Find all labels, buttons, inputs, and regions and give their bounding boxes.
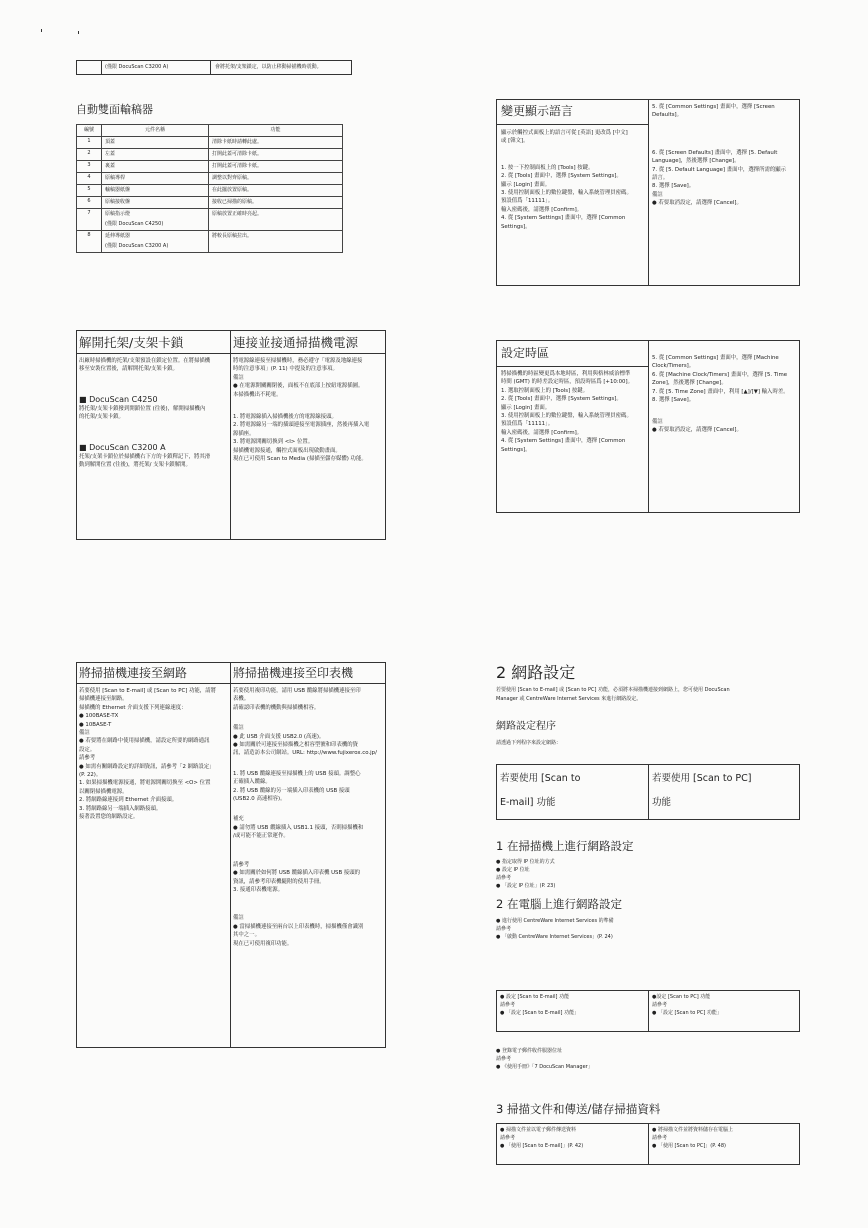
text-line: 顯示於觸控式面板上的語言可從 [英語] 更改爲 [中文] — [501, 130, 628, 136]
time-zone-steps — [501, 370, 647, 454]
text-line: 請參考 — [500, 1002, 516, 1008]
step1-body — [496, 858, 555, 890]
table-row — [77, 231, 343, 253]
continued-table-row — [76, 60, 352, 75]
choice-pc-line: 若要使用 [Scan to PC] — [652, 773, 752, 784]
text-line — [79, 422, 229, 442]
text-line: ● 若要將在網路中使用掃描機，請設定所要的網路通訊 — [79, 738, 210, 745]
scan-mark — [78, 31, 79, 34]
continued-row-right: 會將托架/支架鎖定，以防止移動掃描機時震動。 — [215, 64, 322, 70]
text-line: 8. 選擇 [Save]。 — [652, 397, 695, 404]
text-line: 輸入密碼後，請選擇 [Confirm]。 — [501, 429, 583, 436]
text-line: 備註 — [652, 419, 663, 426]
text-line: ● 如需關於如何將 USB 纜線插入印表機 USB 接頭的 — [233, 870, 361, 877]
text-line: 將電源線連接至掃描機時，務必遵守「電源及地線連接 — [233, 358, 363, 364]
table-row — [77, 197, 343, 209]
text-line: 掃描機的 Ethernet 介面支援下列連線速度： — [79, 704, 187, 711]
text-line: ● 「設定 IP 位址」(P. 23) — [496, 883, 556, 889]
text-line: 5. 從 [Common Settings] 畫面中，選擇 [Screen — [652, 104, 775, 110]
text-line: ● 將掃描文件並將資料儲存在電腦上 — [652, 1127, 733, 1133]
chapter-title: 2 網路設定 — [496, 663, 576, 682]
text-line: ● 當掃描機連接至兩台以上印表機時，掃描機僅會識別 — [233, 923, 364, 930]
text-line: 請參考 — [496, 1056, 512, 1062]
row-func: 將較長原稿拉出。 — [209, 231, 343, 253]
text-line: 動到解開位置 (往後)，將托架/ 支架卡鎖解開。 — [79, 462, 191, 469]
text-line: /或可能不能正常運作。 — [233, 833, 289, 840]
row-no: 5 — [77, 185, 102, 197]
text-line: 預設值爲「11111」。 — [501, 421, 554, 428]
text-line: 2. 將 USB 纜線的另一端插入印表機的 USB 接頭 — [233, 787, 350, 794]
mail-server-note — [496, 1047, 593, 1071]
text-line: 1. 將 USB 纜線連接至掃描機上的 USB 接頭。調整心 — [233, 770, 361, 777]
text-line: 若要使用 [Scan to E-mail] 或 [Scan to PC] 功能，請將 — [79, 688, 216, 694]
scan-usage-table — [496, 1123, 800, 1165]
row-name-note: (僅限 DocuScan C4250) — [105, 221, 164, 227]
text-line: 預設值爲「11111」。 — [501, 198, 554, 205]
col-header-name: 元件名稱 — [102, 125, 209, 137]
unlock-title: 解開托架/支架卡鎖 — [79, 335, 184, 350]
text-line: ● 如需有關網路設定的詳細資訊，請參考「2 網路設定」 — [79, 763, 215, 770]
text-line: 備註 — [79, 730, 90, 737]
text-line: 請參考 — [652, 1135, 668, 1141]
model-heading: ■ DocuScan C3200 A — [79, 442, 166, 452]
time-zone-steps-cont — [652, 354, 798, 435]
unlock-power-panel — [76, 330, 386, 540]
text-line: Clock/Timers]。 — [652, 363, 695, 370]
procedure-intro: 請透過下列程序來設定網路： — [496, 740, 562, 746]
text-line: 2. 從 [Tools] 畫面中，選擇 [System Settings]。 — [501, 173, 622, 180]
text-line: 1. 選取控制面板上的 [Tools] 按鍵。 — [501, 387, 589, 394]
step3-title: 3 掃描文件和傳送/儲存掃描資料 — [496, 1102, 661, 1116]
text-line: 掃描機連接至網路。 — [79, 696, 128, 703]
text-line: 1. 按一下控制面板上的 [Tools] 按鍵。 — [501, 164, 594, 171]
text-line: Settings]。 — [501, 446, 531, 453]
text-line: 資訊，請參考印表機隨附的使用手冊。 — [233, 878, 325, 885]
text-line: 其中之一。 — [233, 932, 260, 939]
row-func: 在此擺放置原稿。 — [209, 185, 343, 197]
row-name — [102, 209, 209, 231]
text-line — [233, 758, 385, 770]
table-row — [77, 137, 343, 149]
text-line: 備註 — [652, 191, 663, 198]
text-line: 若要使用複印功能，請用 USB 纜線將掃描機連接至印 — [233, 688, 361, 694]
text-line — [233, 841, 385, 861]
text-line — [233, 712, 385, 724]
row-name-main: 原稿指示燈 — [105, 211, 131, 217]
table-row — [77, 149, 343, 161]
change-language-steps — [501, 129, 647, 231]
table-header-row — [77, 125, 343, 137]
text-line: ● 10BASE-T — [79, 721, 112, 728]
step2-body — [496, 917, 614, 941]
table-row — [77, 173, 343, 185]
text-line: 2. 從 [Tools] 畫面中，選擇 [System Settings]。 — [501, 396, 622, 403]
text-line: 3. 使用控制面板上的數位鍵盤，輸入系統管理員密碼。 — [501, 190, 632, 197]
text-line: 以關閉掃描機電源。 — [79, 788, 128, 795]
text-line: 時間 (GMT) 的時差設定時區，預設時區爲 [+10:00]。 — [501, 379, 633, 386]
text-line: ●設定 [Scan to PC] 功能 — [652, 994, 711, 1000]
row-name: 原稿導桿 — [102, 173, 209, 185]
text-line: 現在已可使用複印功能。 — [233, 940, 293, 947]
scan-email-cell — [500, 1126, 583, 1150]
step2-title: 2 在電腦上進行網路設定 — [496, 897, 622, 911]
text-line: 出廠時掃描機的托架/支架預設在鎖定位置。在將掃描機 — [79, 358, 211, 364]
text-line: 托架/支架卡鎖位於掃描機右下方的卡鎖釋記下，將其滑 — [79, 453, 211, 460]
text-line: 備註 — [233, 915, 244, 922]
email-setup-cell — [500, 993, 579, 1017]
text-line: Settings]。 — [501, 223, 531, 230]
printer-connect-title: 將掃描機連接至印表機 — [233, 666, 354, 680]
choice-pc — [652, 767, 751, 815]
text-line: 顯示 [Login] 畫面。 — [501, 181, 551, 188]
text-line: 6. 從 [Screen Defaults] 畫面中，選擇 [5. Default — [652, 149, 778, 156]
text-line: 補充 — [233, 816, 244, 823]
col-header-func: 功能 — [209, 125, 343, 137]
text-line: 掃描機電源接通，觸控式面板出現啟動畫面。 — [233, 447, 341, 454]
text-line: 3. 將電源開關切換到 <I> 位置。 — [233, 439, 314, 446]
text-line: Zone]，然後選擇 [Change]。 — [652, 380, 727, 387]
text-line: ● 「設定 [Scan to PC] 功能」 — [652, 1010, 722, 1016]
row-name: 輸稿器紙盤 — [102, 185, 209, 197]
text-line: 備註 — [233, 374, 244, 381]
choice-email — [500, 767, 580, 815]
text-line: 時的注意事項」(P. 11) 中提及的注意事項。 — [233, 366, 338, 373]
unlock-body — [79, 357, 229, 469]
choice-pc-line: 功能 — [652, 797, 672, 808]
row-func: 原稿放置正確時亮起。 — [209, 209, 343, 231]
text-line: ● 若要取消設定，請選擇 [Cancel]。 — [652, 427, 742, 434]
text-line: 2. 將電源線另一端的插頭連接至電源插座，然後再插入電 — [233, 422, 370, 429]
row-no: 8 — [77, 231, 102, 253]
text-line: ● 「啟動 CentreWare Internet Services」(P. 24) — [496, 934, 613, 940]
text-line: 請確認印表機的機動與掃描機相容。 — [233, 704, 320, 711]
text-line: 正確插入纜線。 — [233, 779, 271, 786]
text-line: 2. 將網路線連接到 Ethernet 介面接頭。 — [79, 797, 178, 804]
row-func: 接收已掃描的原稿。 — [209, 197, 343, 209]
text-line: 3. 將網路線另一端插入網路接頭。 — [79, 805, 162, 812]
row-func: 打開此蓋可清除卡紙。 — [209, 149, 343, 161]
table-row — [77, 185, 343, 197]
network-settings-page — [496, 660, 806, 1180]
text-line: ● 掃描文件並以電子郵件傳送資料 — [500, 1127, 576, 1133]
change-language-title: 變更顯示語言 — [501, 104, 574, 118]
col-header-no: 編號 — [77, 125, 102, 137]
text-line: ● 登錄電子郵件收件服器位址 — [496, 1048, 562, 1054]
row-name: 頂蓋 — [102, 137, 209, 149]
time-zone-title: 設定時區 — [501, 346, 550, 360]
row-name — [102, 231, 209, 253]
text-line: 請參考 — [496, 875, 512, 881]
choice-email-line: E-mail] 功能 — [500, 797, 556, 808]
text-line: (USB2.0 高速相容)。 — [233, 796, 286, 803]
text-line: 8. 選擇 [Save]。 — [652, 183, 695, 190]
text-line: 設定。 — [79, 746, 96, 753]
function-choice-table — [496, 764, 800, 820]
connect-panel — [76, 662, 386, 1048]
text-line: 請參考 — [79, 755, 96, 762]
text-line: Language]，然後選擇 [Change]。 — [652, 158, 740, 165]
network-connect-body — [79, 687, 229, 822]
text-line: 將掃描機的時區變更爲本地時區，利用與格林威治標準 — [501, 371, 631, 377]
power-title: 連接並接通掃描機電源 — [233, 335, 359, 350]
text-line: 請參考 — [652, 1002, 668, 1008]
table-row — [77, 209, 343, 231]
text-line: ● 在電源開關關閉後，面板不在底部上按紐電源插圖。 — [233, 383, 364, 390]
intro-line: 若要使用 [Scan to E-mail] 或 [Scan to PC] 功能，必須將本掃描機連接到網路上，您可使用 DocuScan — [496, 687, 730, 693]
text-line: ● 《使用手冊》「7 DocuScan Manager」 — [496, 1064, 593, 1070]
scan-pc-cell — [652, 1126, 733, 1150]
intro-line: Manager 或 CentreWare Internet Services 來進行網路設定。 — [496, 696, 642, 702]
text-line: 6. 從 [Machine Clock/Timers] 畫面中，選擇 [5. Time — [652, 371, 788, 378]
text-line: 7. 從 [5. Default Language] 畫面中，選擇所需的顯示 — [652, 166, 787, 173]
row-name-note: (僅限 DocuScan C3200 A) — [105, 243, 169, 249]
text-line: ● 「使用 [Scan to PC]」(P. 48) — [652, 1143, 726, 1149]
text-line: ● 進行使用 CentreWare Internet Services 的準備 — [496, 918, 614, 924]
text-line: 接著設置您的網路設定。 — [79, 814, 139, 821]
row-no: 3 — [77, 161, 102, 173]
text-line: 移至安裝位置後，請解開托架/支架卡鎖。 — [79, 366, 178, 373]
pc-setup-cell — [652, 993, 722, 1017]
text-line — [233, 803, 385, 815]
text-line: 3. 使用控制面板上的數位鍵盤，輸入系統管理員密碼。 — [501, 413, 632, 420]
text-line: ● 「設定 [Scan to E-mail] 功能」 — [500, 1010, 580, 1016]
change-language-steps-cont — [652, 103, 798, 208]
text-line: 將托架/支架卡鎖撥到開鎖位置 (往後)，解開掃描機內 — [79, 405, 206, 412]
row-func: 調整以對齊原稿。 — [209, 173, 343, 185]
text-line: 源插座。 — [233, 430, 255, 437]
row-name: 左蓋 — [102, 149, 209, 161]
text-line: 顯示 [Login] 畫面。 — [501, 404, 551, 411]
row-func: 打開此蓋可清除卡紙。 — [209, 161, 343, 173]
row-name: 原稿接收盤 — [102, 197, 209, 209]
function-setup-table — [496, 990, 800, 1032]
model-heading: ■ DocuScan C4250 — [79, 394, 158, 404]
text-line: ● 此 USB 介面支援 USB2.0 (高速)。 — [233, 733, 325, 740]
text-line: 請參考 — [500, 1135, 516, 1141]
choice-email-line: 若要使用 [Scan to — [500, 773, 581, 784]
row-name: 裏蓋 — [102, 161, 209, 173]
power-body — [233, 357, 385, 463]
text-line — [652, 120, 798, 149]
text-line: ● 設定 IP 位址 — [496, 867, 530, 873]
row-name-main: 延伸導紙器 — [105, 233, 131, 239]
adf-title: 自動雙面輸稿器 — [76, 103, 153, 116]
row-no: 6 — [77, 197, 102, 209]
text-line: Defaults]。 — [652, 112, 682, 119]
text-line: 3. 接通印表機電源。 — [233, 886, 283, 893]
text-line: ● 若要取消設定，請選擇 [Cancel]。 — [652, 200, 742, 207]
text-line: 訊，請造訪本公司網站。URL: http://www.fujixerox.co.jp/ — [233, 750, 377, 757]
text-line: ● 如需關於可連接至掃描機之相容型號和印表機的資 — [233, 742, 359, 749]
text-line: ● 請勿將 USB 纜線插入 USB1.1 接頭，否則掃描機和 — [233, 824, 364, 831]
row-no: 1 — [77, 137, 102, 149]
text-line: 或 [韓文]。 — [501, 138, 529, 145]
text-line: ● 「使用 [Scan to E-mail]」(P. 42) — [500, 1143, 584, 1149]
text-line: 5. 從 [Common Settings] 畫面中，選擇 [Machine — [652, 355, 779, 361]
row-no: 4 — [77, 173, 102, 185]
continued-row-left: (僅限 DocuScan C3200 A) — [105, 64, 169, 70]
text-line — [233, 399, 385, 413]
text-line: 語言。 — [652, 175, 669, 182]
text-line: ● 設定 [Scan to E-mail] 功能 — [500, 994, 570, 1000]
text-line: 備註 — [233, 725, 244, 732]
text-line: 4. 從 [System Settings] 畫面中，選擇 [Common — [501, 215, 626, 222]
text-line: ● 指定取得 IP 位址的方式 — [496, 859, 555, 865]
adf-parts-table — [76, 124, 343, 253]
printer-connect-body — [233, 687, 385, 948]
text-line: (P. 22)。 — [79, 772, 102, 779]
scan-mark — [41, 29, 42, 32]
text-line: 請參考 — [233, 861, 250, 868]
row-no: 7 — [77, 209, 102, 231]
row-no: 2 — [77, 149, 102, 161]
text-line: 的托架/支架卡鎖。 — [79, 414, 124, 421]
row-func: 清除卡紙時請轉此處。 — [209, 137, 343, 149]
text-line: 請參考 — [496, 926, 512, 932]
text-line — [79, 374, 229, 394]
text-line: 1. 如果掃描機電源接通，將電源開關切換至 <O> 位置 — [79, 780, 211, 787]
text-line: 1. 將電源線插入掃描機後方的電源線接頭。 — [233, 414, 337, 421]
text-line — [233, 894, 385, 914]
table-row — [77, 161, 343, 173]
text-line — [501, 146, 647, 164]
text-line: 現在已可使用 Scan to Media (掃描至儲存媒體) 功能。 — [233, 456, 367, 463]
text-line: 輸入密碼後，請選擇 [Confirm]。 — [501, 206, 583, 213]
procedure-title: 網路設定程序 — [496, 721, 556, 732]
text-line: 本掃描機出不耗電。 — [233, 391, 282, 398]
text-line: 4. 從 [System Settings] 畫面中，選擇 [Common — [501, 438, 626, 445]
step1-title: 1 在掃描機上進行網路設定 — [496, 839, 634, 853]
network-connect-title: 將掃描機連接至網路 — [79, 666, 188, 680]
text-line: 表機。 — [233, 696, 250, 703]
text-line: ● 100BASE-TX — [79, 713, 119, 720]
change-language-panel — [496, 99, 800, 286]
text-line: 7. 從 [5. Time Zone] 畫面中，利用 [▲]/[▼] 輸入時差。 — [652, 388, 789, 395]
time-zone-panel — [496, 340, 800, 513]
